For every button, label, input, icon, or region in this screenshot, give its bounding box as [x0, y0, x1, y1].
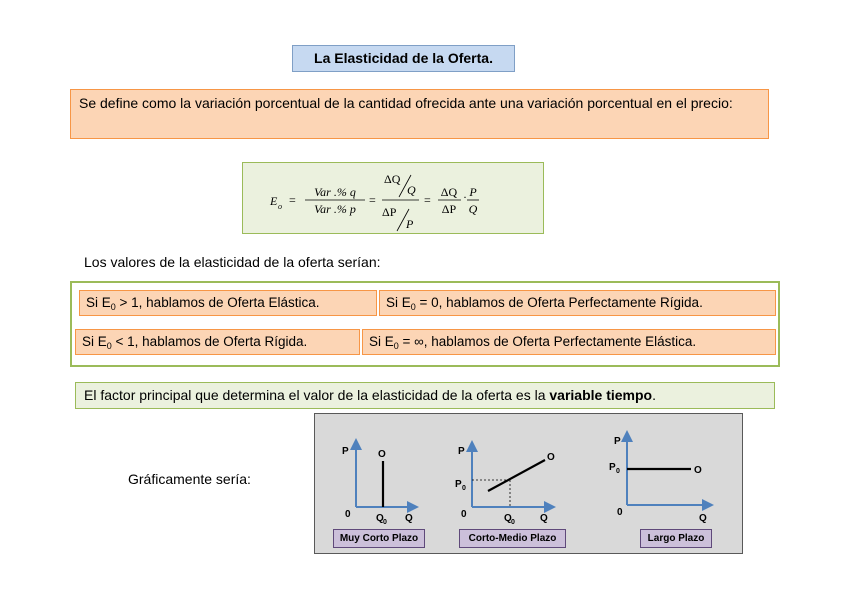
formula-frac1-den: Var .% p: [314, 202, 356, 216]
g3-zero-label: 0: [617, 507, 623, 518]
g2-p-label: P: [458, 446, 465, 457]
formula-q: Q: [407, 183, 416, 197]
graph-very-short-run: [342, 444, 413, 526]
formula-frac1-num: Var .% q: [314, 185, 356, 199]
g3-q-label: Q: [699, 513, 707, 524]
g1-q0-label: Q: [376, 513, 384, 524]
elasticity-formula: [242, 162, 544, 234]
case-text: = ∞, hablamos de Oferta Perfectamente Elástica.: [398, 334, 697, 349]
case-text: = 0, hablamos de Oferta Perfectamente Rígida.: [415, 295, 703, 310]
g1-p-label: P: [342, 446, 349, 457]
page-title: La Elasticidad de la Oferta.: [292, 45, 515, 72]
case-rigid: [75, 329, 360, 355]
values-label: Los valores de la elasticidad de la oferta serían:: [84, 254, 381, 270]
formula-dp: ΔP: [382, 205, 397, 219]
case-prefix: Si E: [82, 334, 107, 349]
factor-text: El factor principal que determina el valor de la elasticidad de la oferta es la: [84, 387, 550, 403]
g1-q-label: Q: [405, 513, 413, 524]
formula-eq-3: =: [424, 193, 431, 207]
g1-zero-label: 0: [345, 509, 351, 520]
case-prefix: Si E: [86, 295, 111, 310]
case-sub: 0: [106, 341, 112, 351]
g3-p-label: P: [614, 436, 621, 447]
g2-q0-sub: 0: [511, 519, 515, 526]
formula-dot: ·: [463, 190, 467, 204]
case-perfectly-elastic: [362, 329, 776, 355]
graphic-label: Gráficamente sería:: [128, 471, 251, 487]
case-sub: 0: [393, 341, 399, 351]
g1-q0-sub: 0: [383, 519, 387, 526]
factor-bold: variable tiempo: [549, 387, 653, 403]
formula-frac3-num: ΔQ: [440, 185, 458, 199]
g3-o-label: O: [694, 465, 702, 476]
g3-p0-sub: 0: [616, 468, 620, 475]
graph-short-medium-run: [455, 446, 555, 526]
caption-very-short-run: Muy Corto Plazo: [333, 529, 425, 548]
formula-eq-1: =: [289, 193, 296, 207]
case-prefix: Si E: [386, 295, 411, 310]
formula-eq-2: =: [369, 193, 376, 207]
case-prefix: Si E: [369, 334, 394, 349]
case-perfectly-rigid: [379, 290, 776, 316]
g2-p0-sub: 0: [462, 485, 466, 492]
case-sub: 0: [410, 302, 416, 312]
caption-short-medium-run: Corto-Medio Plazo: [459, 529, 566, 548]
case-text: < 1, hablamos de Oferta Rígida.: [111, 334, 308, 349]
g2-p0-label: P: [455, 479, 462, 490]
formula-dq: ΔQ: [384, 172, 401, 186]
g3-p0-label: P: [609, 462, 616, 473]
graph-long-run: [609, 436, 708, 524]
g2-q0-label: Q: [504, 513, 512, 524]
g2-o-label: O: [547, 452, 555, 463]
formula-frac3-den: ΔP: [441, 202, 457, 216]
case-elastic: [79, 290, 377, 316]
case-sub: 0: [110, 302, 116, 312]
definition-text: Se define como la variación porcentual de la cantidad ofrecida ante una variación porcentual en el precio:: [70, 89, 769, 139]
g2-q-label: Q: [540, 513, 548, 524]
factor-end: .: [652, 387, 656, 403]
formula-lhs: E: [270, 194, 278, 208]
g1-o-label: O: [378, 449, 386, 460]
formula-frac4-den: Q: [468, 202, 478, 216]
factor-statement: [75, 382, 775, 409]
formula-lhs-sub: o: [278, 202, 282, 211]
formula-frac4-num: P: [469, 185, 477, 199]
formula-p: P: [406, 217, 414, 231]
caption-long-run: Largo Plazo: [640, 529, 712, 548]
g2-zero-label: 0: [461, 509, 467, 520]
g2-supply-line: [488, 460, 545, 491]
case-text: > 1, hablamos de Oferta Elástica.: [115, 295, 320, 310]
